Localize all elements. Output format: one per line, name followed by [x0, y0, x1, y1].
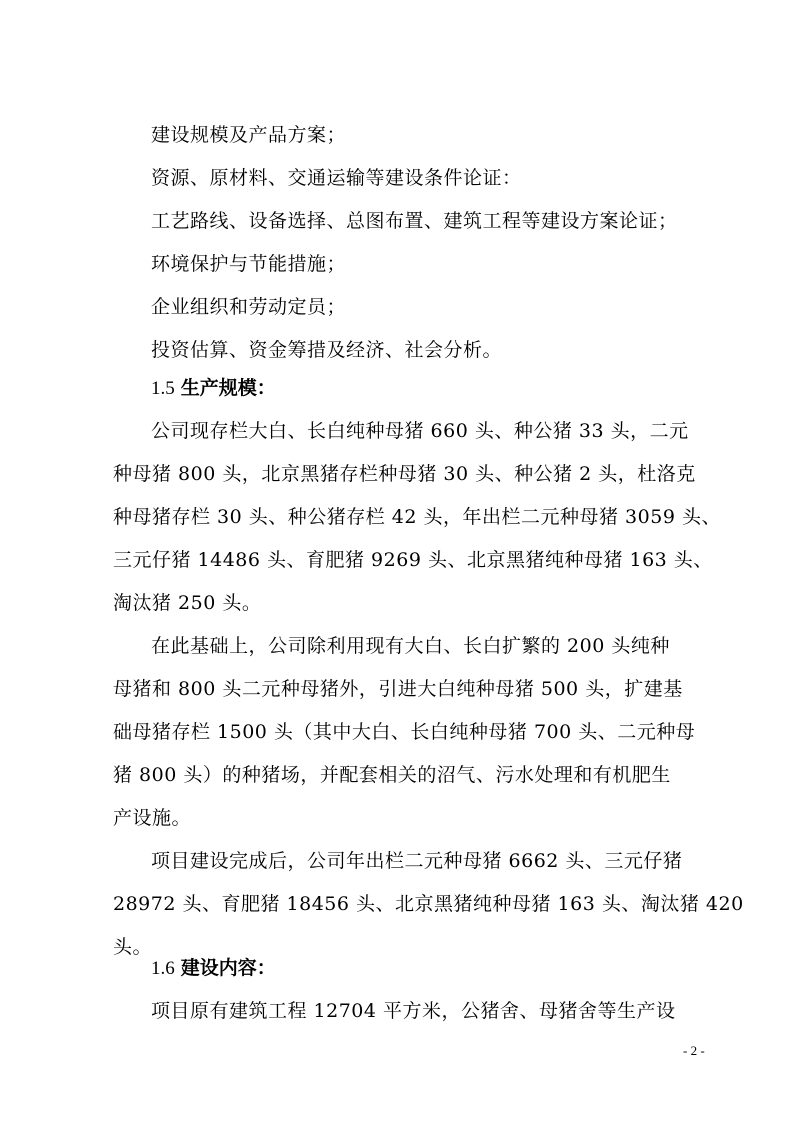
list-item: 企业组织和劳动定员； [151, 296, 347, 318]
list-item: 投资估算、资金筹措及经济、社会分析。 [151, 339, 503, 361]
list-item: 工艺路线、设备选择、总图布置、建筑工程等建设方案论证； [151, 210, 678, 232]
section-number: 1.5 [151, 378, 175, 399]
list-item: 建设规模及产品方案； [151, 124, 347, 146]
paragraph-line: 种母猪存栏 30 头、种公猪存栏 42 头，年出栏二元种母猪 3059 头、 [113, 506, 721, 528]
paragraph-line: 础母猪存栏 1500 头（其中大白、长白纯种母猪 700 头、二元种母 [113, 721, 696, 743]
paragraph-line: 28972 头、育肥猪 18456 头、北京黑猪纯种母猪 163 头、淘汰猪 420 [113, 893, 744, 915]
paragraph-line: 三元仔猪 14486 头、育肥猪 9269 头、北京黑猪纯种母猪 163 头、 [113, 549, 713, 571]
paragraph-line: 头。 [113, 936, 153, 958]
section-heading-1-6 [151, 956, 276, 981]
section-title: 生产规模： [180, 377, 276, 399]
section-number: 1.6 [151, 958, 175, 979]
page-number: - 2 - [683, 1043, 705, 1058]
paragraph-line: 淘汰猪 250 头。 [113, 592, 262, 614]
paragraph-line: 项目建设完成后，公司年出栏二元种母猪 6662 头、三元仔猪 [151, 850, 683, 872]
section-title: 建设内容： [180, 957, 276, 979]
section-heading-1-5 [151, 376, 276, 401]
list-item: 资源、原材料、交通运输等建设条件论证： [151, 167, 522, 189]
paragraph-line: 在此基础上，公司除利用现有大白、长白扩繁的 200 头纯种 [151, 635, 670, 657]
list-item: 环境保护与节能措施； [151, 253, 347, 275]
paragraph-line: 产设施。 [113, 807, 192, 829]
paragraph-line: 猪 800 头）的种猪场，并配套相关的沼气、污水处理和有机肥生 [113, 764, 671, 786]
paragraph-line: 公司现存栏大白、长白纯种母猪 660 头、种公猪 33 头，二元 [151, 420, 689, 442]
paragraph-line: 种母猪 800 头，北京黑猪存栏种母猪 30 头、种公猪 2 头，杜洛克 [113, 463, 696, 485]
paragraph-line: 项目原有建筑工程 12704 平方米，公猪舍、母猪舍等生产设 [151, 1000, 676, 1022]
paragraph-line: 母猪和 800 头二元种母猪外，引进大白纯种母猪 500 头，扩建基 [113, 678, 683, 700]
